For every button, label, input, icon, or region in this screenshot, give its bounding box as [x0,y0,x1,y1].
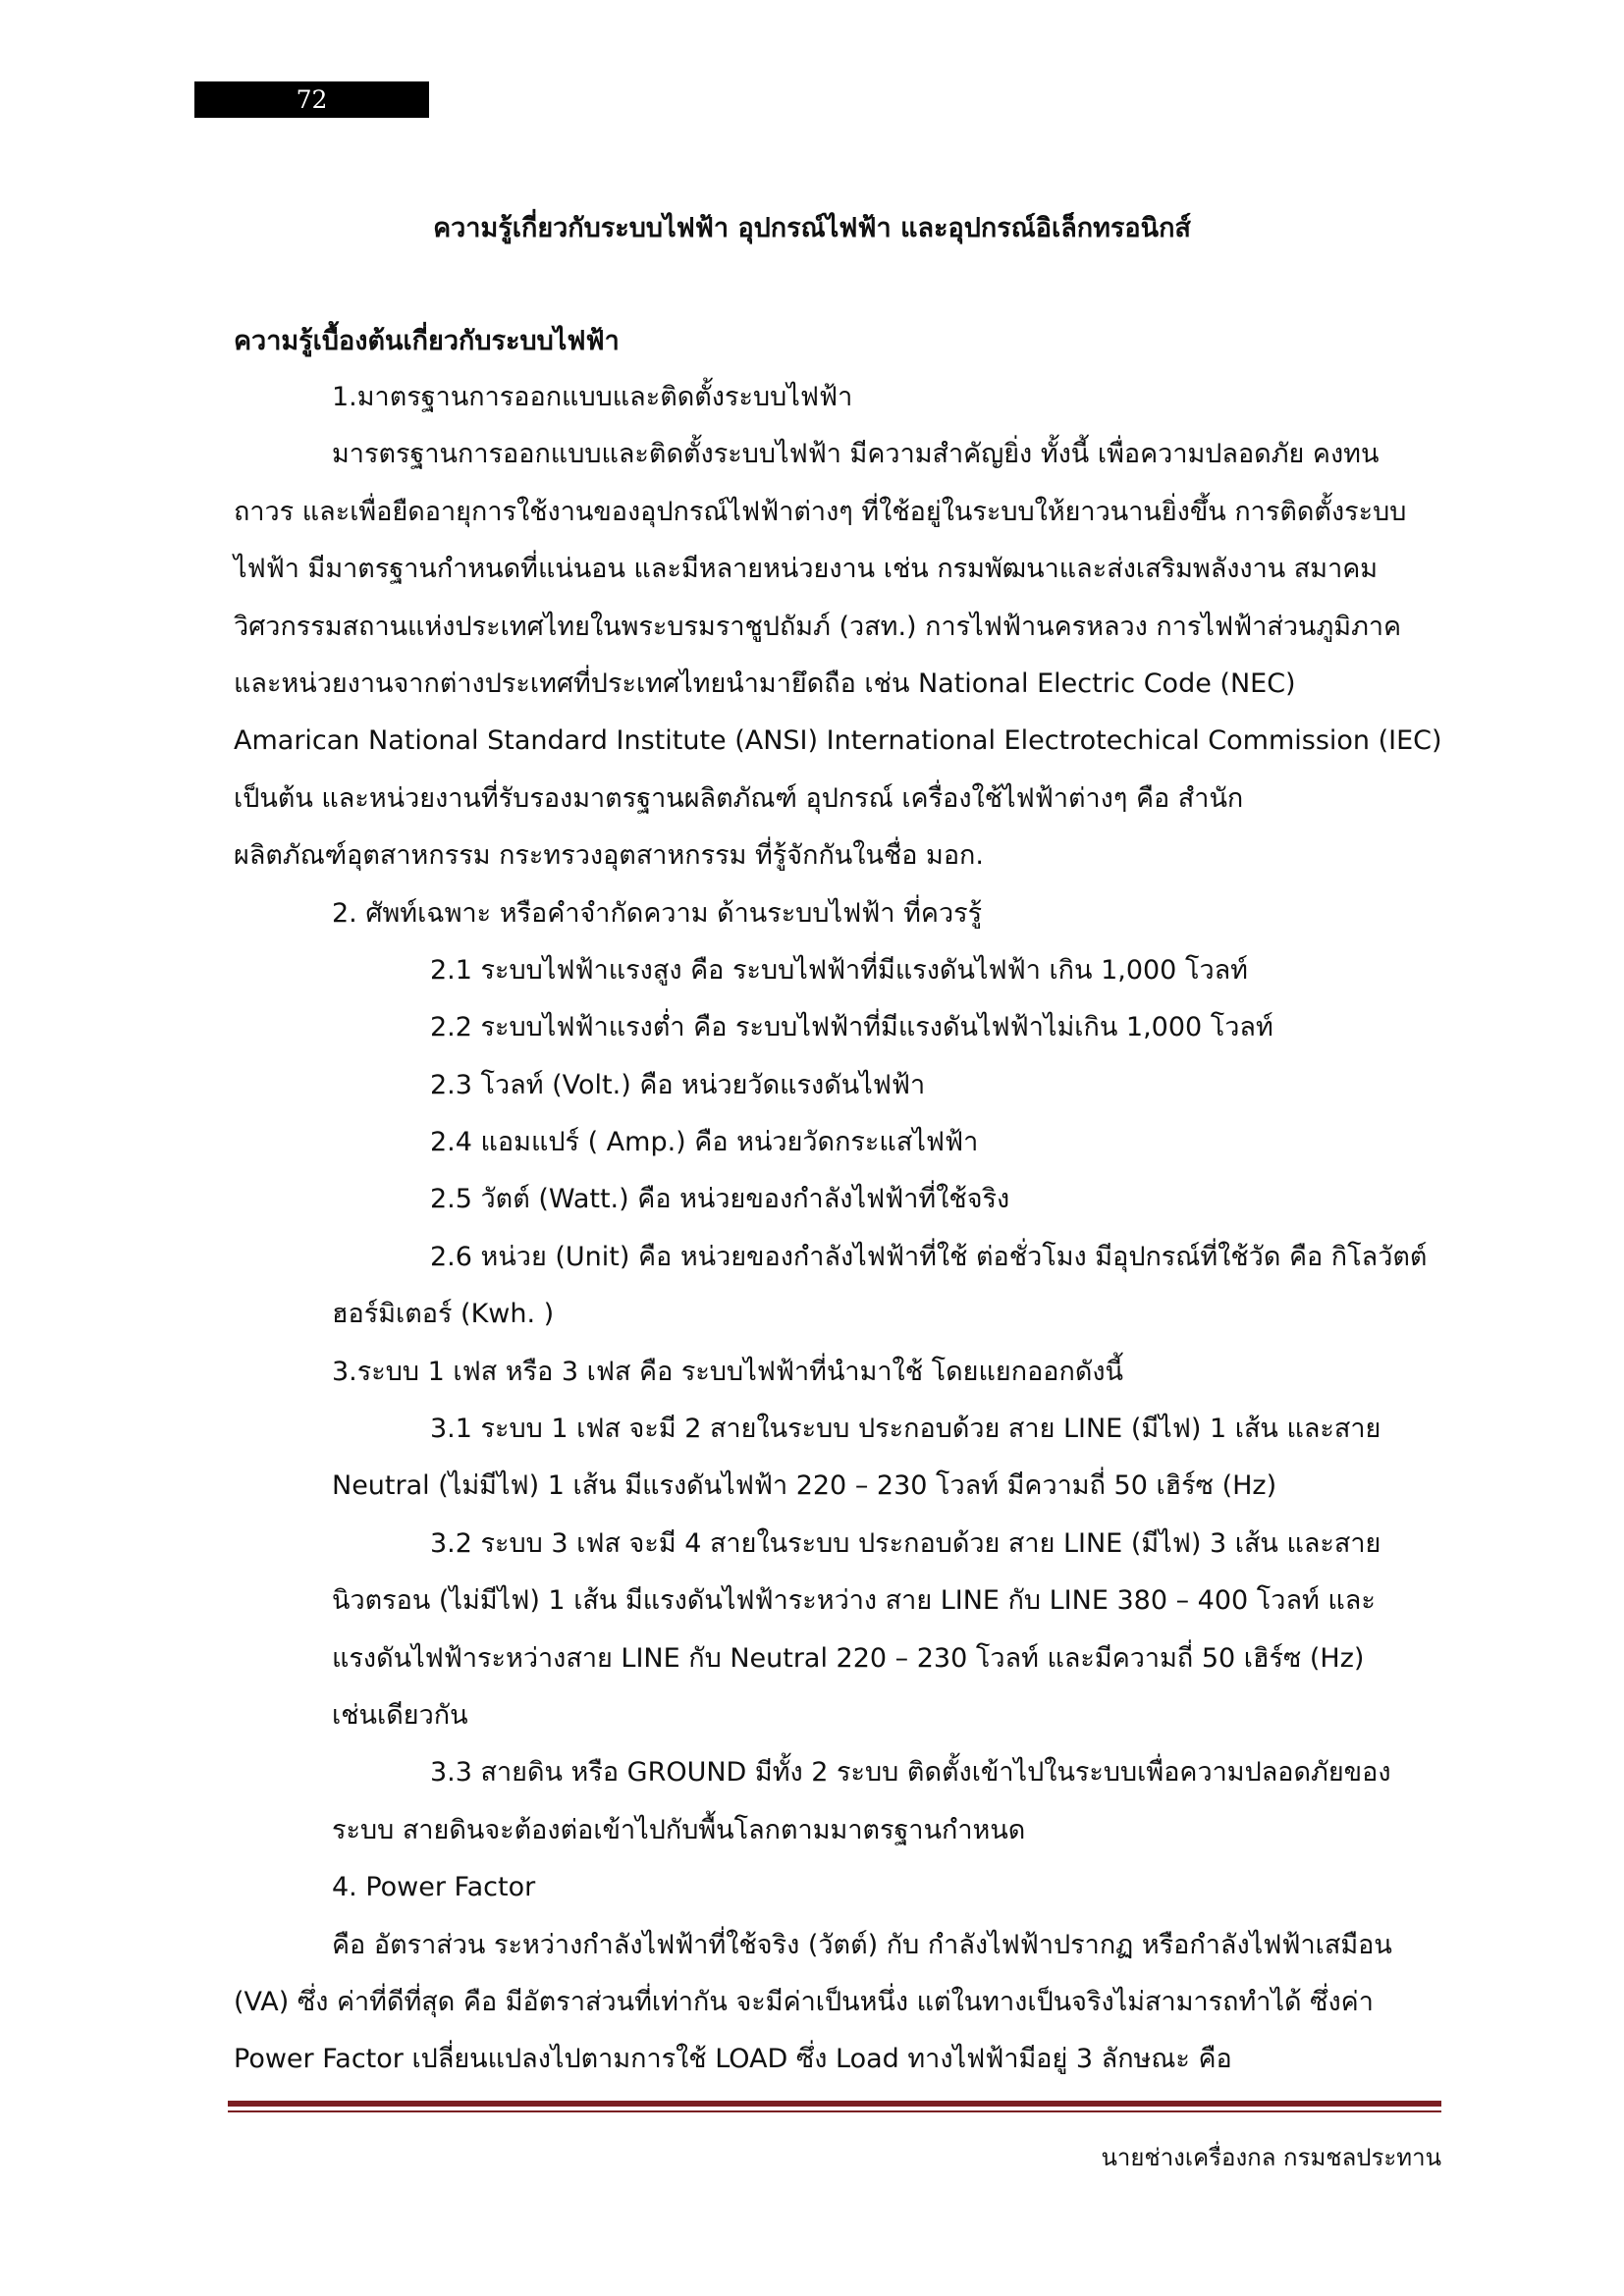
page-number: 72 [194,81,429,118]
paragraph-line: 3.2 ระบบ 3 เฟส จะมี 4 สายในระบบ ประกอบด้วย สาย LINE (มีไฟ) 3 เส้น และสาย [430,1527,1381,1559]
body-text [234,369,1442,2089]
paragraph-line: แรงดันไฟฟ้าระหว่างสาย LINE กับ Neutral 220 – 230 โวลท์ และมีความถี่ 50 เฮิร์ซ (Hz) [332,1642,1365,1674]
paragraph-line: Neutral (ไม่มีไฟ) 1 เส้น มีแรงดันไฟฟ้า 220 – 230 โวลท์ มีความถี่ 50 เฮิร์ซ (Hz) [332,1470,1277,1502]
paragraph-line: 4. Power Factor [332,1872,536,1903]
paragraph-line: 2. ศัพท์เฉพาะ หรือคำจำกัดความ ด้านระบบไฟฟ้า ที่ควรรู้ [332,897,983,929]
paragraph-line: Power Factor เปลี่ยนแปลงไปตามการใช้ LOAD ซึ่ง Load ทางไฟฟ้ามีอยู่ 3 ลักษณะ คือ [234,2044,1232,2075]
paragraph-line: เป็นต้น และหน่วยงานที่รับรองมาตรฐานผลิตภัณฑ์ อุปกรณ์ เครื่องใช้ไฟฟ้าต่างๆ คือ สำนัก [234,782,1244,814]
paragraph-line: วิศวกรรมสถานแห่งประเทศไทยในพระบรมราชูปถัมภ์ (วสท.) การไฟฟ้านครหลวง การไฟฟ้าส่วนภูมิภาค [234,611,1402,642]
paragraph-line: ไฟฟ้า มีมาตรฐานกำหนดที่แน่นอน และมีหลายหน่วยงาน เช่น กรมพัฒนาและส่งเสริมพลังงาน สมาคม [234,554,1379,585]
paragraph-line: และหน่วยงานจากต่างประเทศที่ประเทศไทยนำมายึดถือ เช่น National Electric Code (NEC) [234,667,1296,699]
paragraph-line: 2.3 โวลท์ (Volt.) คือ หน่วยวัดแรงดันไฟฟ้า [430,1069,926,1100]
paragraph-line: 3.3 สายดิน หรือ GROUND มีทั้ง 2 ระบบ ติดตั้งเข้าไปในระบบเพื่อความปลอดภัยของ [430,1757,1391,1789]
paragraph-line: (VA) ซึ่ง ค่าที่ดีที่สุด คือ มีอัตราส่วนที่เท่ากัน จะมีค่าเป็นหนึ่ง แต่ในทางเป็นจริงไม่สามารถทำได้ ซึ่งค่า [234,1986,1374,2017]
paragraph-line: Amarican National Standard Institute (ANSI) International Electrotechical Commission (IEC) [234,725,1442,757]
paragraph-line: 2.4 แอมแปร์ ( Amp.) คือ หน่วยวัดกระแสไฟฟ้า [430,1127,979,1158]
footer-divider [228,2101,1441,2107]
section-heading: ความรู้เบื้องต้นเกี่ยวกับระบบไฟฟ้า [234,326,620,356]
paragraph-line: เช่นเดียวกัน [332,1699,468,1731]
paragraph-line: มารตรฐานการออกแบบและติดตั้งระบบไฟฟ้า มีความสำคัญยิ่ง ทั้งนี้ เพื่อความปลอดภัย คงทน [332,439,1380,470]
paragraph-line: 2.2 ระบบไฟฟ้าแรงต่ำ คือ ระบบไฟฟ้าที่มีแรงดันไฟฟ้าไม่เกิน 1,000 โวลท์ [430,1012,1273,1043]
paragraph-line: ระบบ สายดินจะต้องต่อเข้าไปกับพื้นโลกตามมาตรฐานกำหนด [332,1814,1026,1845]
document-title: ความรู้เกี่ยวกับระบบไฟฟ้า อุปกรณ์ไฟฟ้า และอุปกรณ์อิเล็กทรอนิกส์ [433,213,1191,243]
paragraph-line: 2.5 วัตต์ (Watt.) คือ หน่วยของกำลังไฟฟ้าที่ใช้จริง [430,1184,1010,1215]
paragraph-line: 3.ระบบ 1 เฟส หรือ 3 เฟส คือ ระบบไฟฟ้าที่นำมาใช้ โดยแยกออกดังนี้ [332,1356,1124,1387]
paragraph-line: คือ อัตราส่วน ระหว่างกำลังไฟฟ้าที่ใช้จริง (วัตต์) กับ กำลังไฟฟ้าปรากฏ หรือกำลังไฟฟ้าเสมือน [332,1929,1392,1960]
paragraph-line: ผลิตภัณฑ์อุตสาหกรรม กระทรวงอุตสาหกรรม ที่รู้จักกันในชื่อ มอก. [234,840,984,872]
paragraph-line: 3.1 ระบบ 1 เฟส จะมี 2 สายในระบบ ประกอบด้วย สาย LINE (มีไฟ) 1 เส้น และสาย [430,1414,1381,1445]
paragraph-line: ถาวร และเพื่อยืดอายุการใช้งานของอุปกรณ์ไฟฟ้าต่างๆ ที่ใช้อยู่ในระบบให้ยาวนานยิ่งขึ้น การติดตั้งระบบ [234,496,1407,527]
paragraph-line: ฮอร์มิเตอร์ (Kwh. ) [332,1299,555,1330]
footer-divider-thin [228,2110,1441,2112]
footer-text: นายช่างเครื่องกล กรมชลประทาน [1101,2144,1441,2171]
paragraph-line: 1.มาตรฐานการออกแบบและติดตั้งระบบไฟฟ้า [332,382,853,412]
paragraph-line: 2.1 ระบบไฟฟ้าแรงสูง คือ ระบบไฟฟ้าที่มีแรงดันไฟฟ้า เกิน 1,000 โวลท์ [430,954,1248,986]
paragraph-line: นิวตรอน (ไม่มีไฟ) 1 เส้น มีแรงดันไฟฟ้าระหว่าง สาย LINE กับ LINE 380 – 400 โวลท์ และ [332,1585,1376,1617]
paragraph-line: 2.6 หน่วย (Unit) คือ หน่วยของกำลังไฟฟ้าที่ใช้ ต่อชั่วโมง มีอุปกรณ์ที่ใช้วัด คือ กิโลวัตต์ [430,1241,1428,1272]
